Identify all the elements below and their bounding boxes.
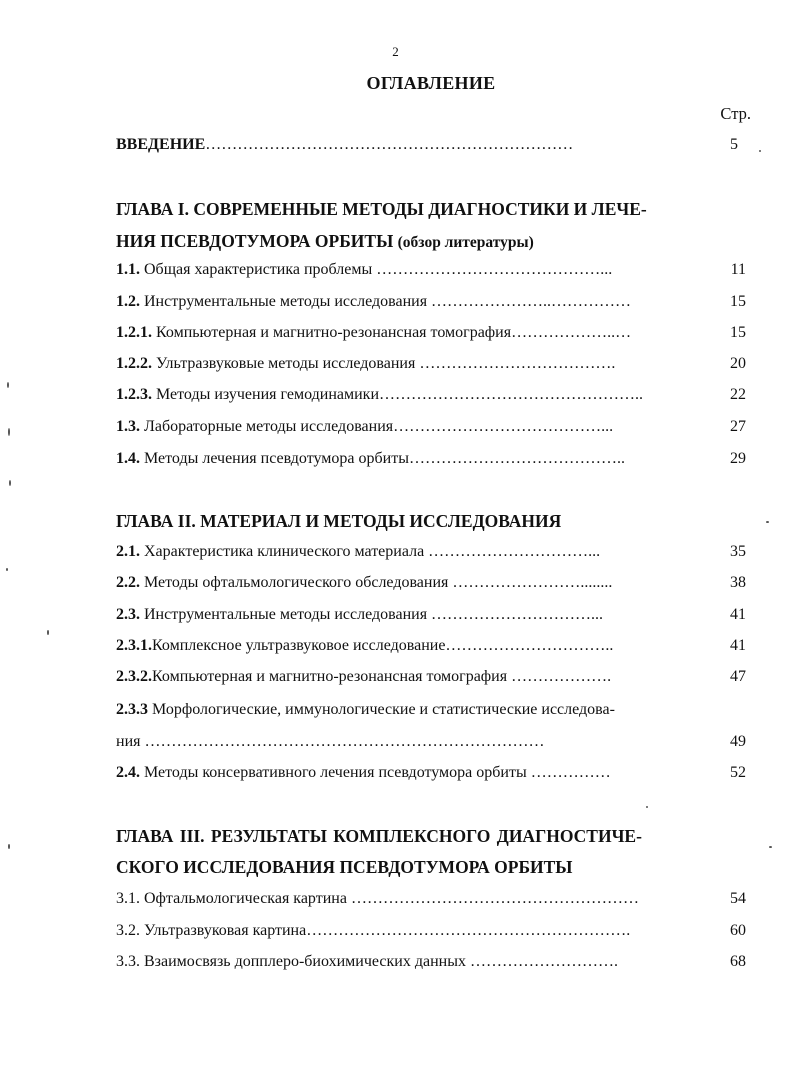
chapter-3-heading: ГЛАВА III. РЕЗУЛЬТАТЫ КОМПЛЕКСНОГО ДИАГНОСТИЧЕ- bbox=[116, 826, 642, 846]
toc-entry-2-3-3[interactable]: 2.3.3 Морфологические, иммунологические и статистические исследова- bbox=[116, 701, 615, 718]
toc-page-number: 22 bbox=[730, 386, 746, 403]
toc-entry-3-3[interactable]: 3.3. Взаимосвязь допплеро-биохимических данных ………………………. 68 bbox=[116, 953, 746, 970]
toc-entry-1-4[interactable]: 1.4. Методы лечения псевдотумора орбиты………………………………….. 29 bbox=[116, 450, 746, 467]
toc-page-number: 49 bbox=[730, 733, 746, 750]
toc-entry-1-2[interactable]: 1.2. Инструментальные методы исследования …………………..…………… 15 bbox=[116, 293, 746, 310]
toc-entry-3-1[interactable]: 3.1. Офтальмологическая картина ……………………………………………… 54 bbox=[116, 890, 746, 907]
toc-page-number: 5 bbox=[730, 136, 738, 153]
toc-entry-1-2-2[interactable]: 1.2.2. Ультразвуковые методы исследования ………………………………. 20 bbox=[116, 355, 746, 372]
toc-entry-2-3-2[interactable]: 2.3.2.Компьютерная и магнитно-резонансная томография ………………. 47 bbox=[116, 668, 746, 685]
toc-page-number: 27 bbox=[730, 418, 746, 435]
toc-entry-1-1[interactable]: 1.1. Общая характеристика проблемы ……………………………………... 11 bbox=[116, 261, 746, 278]
toc-page-number: 41 bbox=[730, 637, 746, 654]
toc-page-number: 52 bbox=[730, 764, 746, 781]
toc-entry-1-2-1[interactable]: 1.2.1. Компьютерная и магнитно-резонансная томография………………..… 15 bbox=[116, 324, 746, 341]
toc-page-number: 60 bbox=[730, 922, 746, 939]
toc-page-number: 35 bbox=[730, 543, 746, 560]
page-title: ОГЛАВЛЕНИЕ bbox=[366, 73, 496, 93]
toc-page-number: 15 bbox=[730, 324, 746, 341]
page-column-label: Стр. bbox=[720, 104, 751, 123]
chapter-2-heading: ГЛАВА II. МАТЕРИАЛ И МЕТОДЫ ИССЛЕДОВАНИЯ bbox=[116, 511, 562, 531]
toc-entry-2-1[interactable]: 2.1. Характеристика клинического материала …………………………... 35 bbox=[116, 543, 746, 560]
toc-entry-1-3[interactable]: 1.3. Лабораторные методы исследования…………………………………... 27 bbox=[116, 418, 746, 435]
chapter-1-subtitle: (обзор литературы) bbox=[397, 234, 534, 251]
toc-entry-2-3-1[interactable]: 2.3.1.Комплексное ультразвуковое исследование………………………….. 41 bbox=[116, 637, 746, 654]
toc-page-number: 29 bbox=[730, 450, 746, 467]
toc-page-number: 47 bbox=[730, 668, 746, 685]
toc-page-number: 41 bbox=[730, 606, 746, 623]
chapter-1-heading: ГЛАВА I. СОВРЕМЕННЫЕ МЕТОДЫ ДИАГНОСТИКИ И ЛЕЧЕ- bbox=[116, 199, 647, 219]
toc-leader-dots: …………………………………………………………… bbox=[205, 136, 574, 153]
chapter-3-heading-cont: СКОГО ИССЛЕДОВАНИЯ ПСЕВДОТУМОРА ОРБИТЫ bbox=[116, 857, 573, 877]
page-number: 2 bbox=[392, 44, 399, 59]
toc-entry-3-2[interactable]: 3.2. Ультразвуковая картина……………………………………………………. 60 bbox=[116, 922, 746, 939]
toc-page-number: 15 bbox=[730, 293, 746, 310]
chapter-1-heading-cont: НИЯ ПСЕВДОТУМОРА ОРБИТЫ (обзор литературы) bbox=[116, 231, 534, 251]
toc-page-number: 68 bbox=[730, 953, 746, 970]
toc-page-number: 20 bbox=[730, 355, 746, 372]
toc-entry-1-2-3[interactable]: 1.2.3. Методы изучения гемодинамики………………………………………….. 22 bbox=[116, 386, 746, 403]
toc-entry-2-2[interactable]: 2.2. Методы офтальмологического обследования ……………………........ 38 bbox=[116, 574, 746, 591]
toc-entry-intro[interactable] bbox=[116, 136, 746, 158]
toc-page-number: 38 bbox=[730, 574, 746, 591]
toc-page-number: 54 bbox=[730, 890, 746, 907]
toc-page-number: 11 bbox=[730, 261, 746, 278]
toc-entry-2-3[interactable]: 2.3. Инструментальные методы исследования …………………………... 41 bbox=[116, 606, 746, 623]
toc-entry-2-4[interactable]: 2.4. Методы консервативного лечения псевдотумора орбиты …………… 52 bbox=[116, 764, 746, 781]
toc-entry-label: ВВЕДЕНИЕ bbox=[116, 136, 206, 153]
toc-entry-2-3-3-cont[interactable]: ния ………………………………………………………………… 49 bbox=[116, 733, 746, 750]
